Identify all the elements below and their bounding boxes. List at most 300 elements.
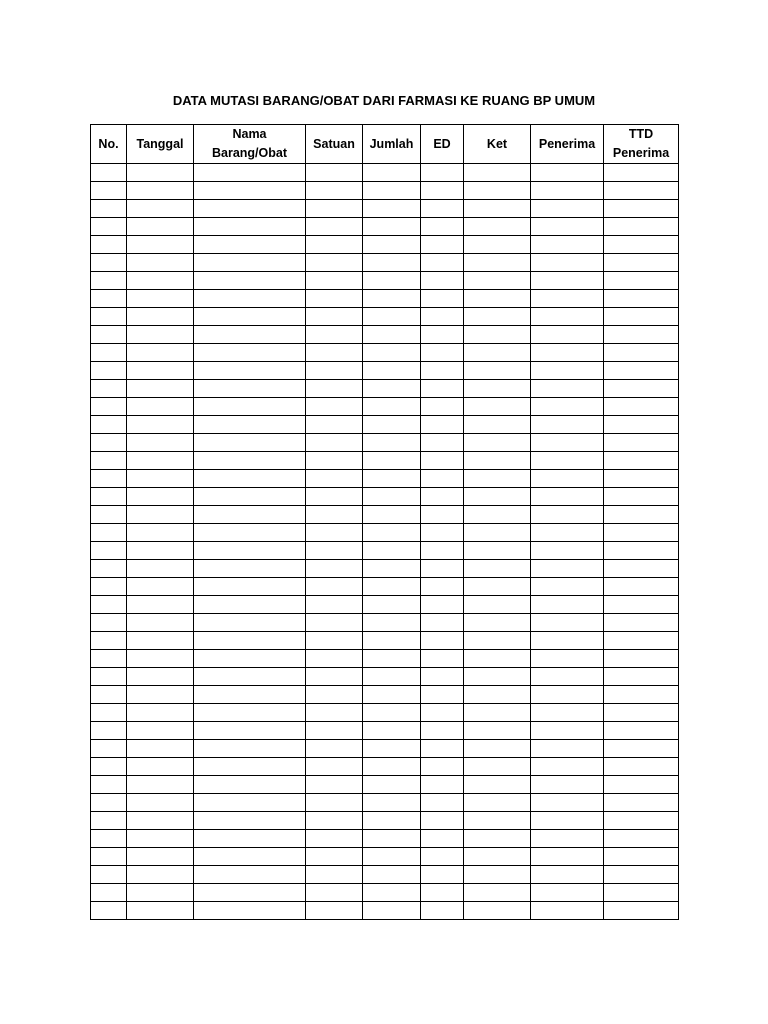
cell-satuan	[306, 398, 363, 416]
cell-no	[91, 632, 127, 650]
cell-tanggal	[127, 416, 194, 434]
cell-nama-barang-obat	[194, 380, 306, 398]
cell-nama-barang-obat	[194, 794, 306, 812]
cell-no	[91, 380, 127, 398]
table-row	[91, 254, 679, 272]
cell-jumlah	[363, 722, 421, 740]
header-no-label: No.	[98, 136, 119, 151]
table-row	[91, 524, 679, 542]
table-row	[91, 758, 679, 776]
table-row	[91, 722, 679, 740]
cell-ed	[421, 452, 464, 470]
cell-satuan	[306, 524, 363, 542]
cell-ket	[464, 560, 531, 578]
cell-nama-barang-obat	[194, 290, 306, 308]
cell-penerima	[531, 254, 604, 272]
cell-nama-barang-obat	[194, 326, 306, 344]
cell-no	[91, 704, 127, 722]
cell-nama-barang-obat	[194, 812, 306, 830]
cell-ed	[421, 254, 464, 272]
cell-jumlah	[363, 308, 421, 326]
cell-satuan	[306, 326, 363, 344]
cell-jumlah	[363, 704, 421, 722]
cell-ed	[421, 434, 464, 452]
cell-no	[91, 290, 127, 308]
cell-nama-barang-obat	[194, 632, 306, 650]
cell-ttd-penerima	[604, 272, 679, 290]
cell-tanggal	[127, 290, 194, 308]
cell-tanggal	[127, 326, 194, 344]
cell-jumlah	[363, 794, 421, 812]
table-row	[91, 578, 679, 596]
cell-ed	[421, 650, 464, 668]
cell-penerima	[531, 578, 604, 596]
cell-no	[91, 452, 127, 470]
cell-no	[91, 758, 127, 776]
cell-jumlah	[363, 398, 421, 416]
cell-penerima	[531, 200, 604, 218]
table-row	[91, 668, 679, 686]
cell-nama-barang-obat	[194, 362, 306, 380]
cell-satuan	[306, 704, 363, 722]
cell-ed	[421, 884, 464, 902]
cell-nama-barang-obat	[194, 398, 306, 416]
cell-nama-barang-obat	[194, 254, 306, 272]
cell-satuan	[306, 596, 363, 614]
cell-ttd-penerima	[604, 902, 679, 920]
table-row	[91, 434, 679, 452]
table-row	[91, 416, 679, 434]
cell-no	[91, 308, 127, 326]
cell-jumlah	[363, 416, 421, 434]
cell-jumlah	[363, 650, 421, 668]
cell-no	[91, 398, 127, 416]
cell-satuan	[306, 740, 363, 758]
cell-nama-barang-obat	[194, 344, 306, 362]
cell-no	[91, 668, 127, 686]
cell-ket	[464, 344, 531, 362]
table-row	[91, 272, 679, 290]
cell-penerima	[531, 560, 604, 578]
cell-ket	[464, 164, 531, 182]
table-row	[91, 830, 679, 848]
cell-penerima	[531, 164, 604, 182]
cell-ttd-penerima	[604, 362, 679, 380]
cell-ttd-penerima	[604, 830, 679, 848]
table-row	[91, 362, 679, 380]
table-row	[91, 326, 679, 344]
cell-nama-barang-obat	[194, 830, 306, 848]
cell-penerima	[531, 524, 604, 542]
cell-no	[91, 470, 127, 488]
cell-tanggal	[127, 380, 194, 398]
header-nama-barang-obat	[194, 125, 306, 164]
cell-penerima	[531, 452, 604, 470]
cell-jumlah	[363, 218, 421, 236]
cell-ket	[464, 524, 531, 542]
cell-satuan	[306, 866, 363, 884]
header-satuan	[306, 125, 363, 164]
header-satuan-label: Satuan	[313, 136, 355, 151]
cell-jumlah	[363, 434, 421, 452]
cell-tanggal	[127, 272, 194, 290]
cell-no	[91, 650, 127, 668]
cell-ttd-penerima	[604, 740, 679, 758]
cell-ket	[464, 326, 531, 344]
cell-no	[91, 686, 127, 704]
cell-ket	[464, 632, 531, 650]
cell-ttd-penerima	[604, 866, 679, 884]
cell-jumlah	[363, 884, 421, 902]
cell-ed	[421, 668, 464, 686]
cell-penerima	[531, 362, 604, 380]
cell-jumlah	[363, 866, 421, 884]
cell-ket	[464, 866, 531, 884]
table-row	[91, 182, 679, 200]
table-row	[91, 866, 679, 884]
cell-penerima	[531, 686, 604, 704]
cell-penerima	[531, 848, 604, 866]
cell-jumlah	[363, 182, 421, 200]
header-ed	[421, 125, 464, 164]
cell-ed	[421, 218, 464, 236]
cell-ket	[464, 272, 531, 290]
cell-satuan	[306, 722, 363, 740]
cell-ttd-penerima	[604, 344, 679, 362]
cell-penerima	[531, 884, 604, 902]
cell-ttd-penerima	[604, 434, 679, 452]
cell-jumlah	[363, 200, 421, 218]
cell-ed	[421, 326, 464, 344]
cell-ket	[464, 254, 531, 272]
cell-nama-barang-obat	[194, 740, 306, 758]
cell-tanggal	[127, 704, 194, 722]
cell-no	[91, 164, 127, 182]
table-body	[91, 164, 679, 920]
cell-penerima	[531, 542, 604, 560]
cell-satuan	[306, 560, 363, 578]
cell-nama-barang-obat	[194, 542, 306, 560]
cell-ket	[464, 452, 531, 470]
cell-ket	[464, 830, 531, 848]
cell-no	[91, 830, 127, 848]
cell-nama-barang-obat	[194, 416, 306, 434]
cell-no	[91, 506, 127, 524]
cell-nama-barang-obat	[194, 884, 306, 902]
cell-satuan	[306, 272, 363, 290]
cell-no	[91, 362, 127, 380]
cell-ket	[464, 686, 531, 704]
cell-ket	[464, 308, 531, 326]
cell-jumlah	[363, 902, 421, 920]
cell-tanggal	[127, 632, 194, 650]
cell-ttd-penerima	[604, 524, 679, 542]
cell-ttd-penerima	[604, 578, 679, 596]
cell-satuan	[306, 380, 363, 398]
cell-ed	[421, 488, 464, 506]
cell-jumlah	[363, 272, 421, 290]
cell-penerima	[531, 416, 604, 434]
cell-tanggal	[127, 236, 194, 254]
cell-jumlah	[363, 848, 421, 866]
cell-ed	[421, 686, 464, 704]
cell-tanggal	[127, 254, 194, 272]
header-row	[91, 125, 679, 164]
cell-satuan	[306, 218, 363, 236]
cell-satuan	[306, 236, 363, 254]
table-row	[91, 542, 679, 560]
cell-nama-barang-obat	[194, 236, 306, 254]
cell-nama-barang-obat	[194, 650, 306, 668]
cell-ed	[421, 506, 464, 524]
cell-ket	[464, 578, 531, 596]
cell-tanggal	[127, 794, 194, 812]
cell-ket	[464, 722, 531, 740]
cell-jumlah	[363, 326, 421, 344]
cell-satuan	[306, 182, 363, 200]
cell-satuan	[306, 506, 363, 524]
table-row	[91, 560, 679, 578]
cell-ttd-penerima	[604, 380, 679, 398]
cell-penerima	[531, 758, 604, 776]
header-nama-label-line1: Nama	[232, 127, 267, 141]
cell-ed	[421, 200, 464, 218]
cell-ket	[464, 218, 531, 236]
cell-nama-barang-obat	[194, 524, 306, 542]
cell-no	[91, 902, 127, 920]
cell-ttd-penerima	[604, 758, 679, 776]
cell-ket	[464, 200, 531, 218]
cell-jumlah	[363, 488, 421, 506]
cell-jumlah	[363, 776, 421, 794]
cell-nama-barang-obat	[194, 200, 306, 218]
cell-ttd-penerima	[604, 722, 679, 740]
cell-jumlah	[363, 542, 421, 560]
header-jumlah	[363, 125, 421, 164]
cell-jumlah	[363, 614, 421, 632]
cell-no	[91, 848, 127, 866]
cell-jumlah	[363, 164, 421, 182]
cell-penerima	[531, 506, 604, 524]
table-row	[91, 506, 679, 524]
table-row	[91, 344, 679, 362]
cell-satuan	[306, 434, 363, 452]
cell-penerima	[531, 470, 604, 488]
cell-penerima	[531, 902, 604, 920]
cell-ed	[421, 182, 464, 200]
cell-nama-barang-obat	[194, 776, 306, 794]
cell-nama-barang-obat	[194, 614, 306, 632]
cell-no	[91, 560, 127, 578]
cell-nama-barang-obat	[194, 182, 306, 200]
cell-satuan	[306, 848, 363, 866]
cell-satuan	[306, 776, 363, 794]
cell-ed	[421, 866, 464, 884]
cell-ttd-penerima	[604, 470, 679, 488]
cell-ttd-penerima	[604, 326, 679, 344]
table-row	[91, 884, 679, 902]
cell-ttd-penerima	[604, 614, 679, 632]
cell-ttd-penerima	[604, 308, 679, 326]
cell-satuan	[306, 794, 363, 812]
cell-penerima	[531, 866, 604, 884]
cell-tanggal	[127, 866, 194, 884]
cell-satuan	[306, 650, 363, 668]
cell-tanggal	[127, 470, 194, 488]
cell-ttd-penerima	[604, 236, 679, 254]
cell-ket	[464, 398, 531, 416]
cell-ed	[421, 722, 464, 740]
document-title: DATA MUTASI BARANG/OBAT DARI FARMASI KE RUANG BP UMUM	[172, 93, 596, 108]
header-ket-label: Ket	[486, 136, 508, 151]
cell-ket	[464, 416, 531, 434]
cell-nama-barang-obat	[194, 866, 306, 884]
cell-nama-barang-obat	[194, 470, 306, 488]
cell-tanggal	[127, 578, 194, 596]
cell-satuan	[306, 290, 363, 308]
cell-tanggal	[127, 344, 194, 362]
cell-nama-barang-obat	[194, 452, 306, 470]
cell-ed	[421, 632, 464, 650]
cell-ket	[464, 614, 531, 632]
cell-jumlah	[363, 596, 421, 614]
cell-no	[91, 236, 127, 254]
cell-ed	[421, 380, 464, 398]
cell-ed	[421, 524, 464, 542]
cell-ket	[464, 650, 531, 668]
cell-penerima	[531, 290, 604, 308]
table-row	[91, 470, 679, 488]
cell-ed	[421, 344, 464, 362]
header-ket	[464, 125, 531, 164]
cell-penerima	[531, 182, 604, 200]
cell-ed	[421, 362, 464, 380]
cell-tanggal	[127, 308, 194, 326]
cell-penerima	[531, 272, 604, 290]
cell-satuan	[306, 686, 363, 704]
cell-no	[91, 488, 127, 506]
cell-no	[91, 344, 127, 362]
cell-satuan	[306, 416, 363, 434]
cell-ket	[464, 470, 531, 488]
cell-satuan	[306, 164, 363, 182]
cell-jumlah	[363, 290, 421, 308]
cell-penerima	[531, 704, 604, 722]
cell-nama-barang-obat	[194, 164, 306, 182]
cell-no	[91, 794, 127, 812]
cell-tanggal	[127, 722, 194, 740]
cell-ttd-penerima	[604, 596, 679, 614]
cell-satuan	[306, 362, 363, 380]
cell-nama-barang-obat	[194, 578, 306, 596]
cell-ket	[464, 236, 531, 254]
cell-jumlah	[363, 578, 421, 596]
table-row	[91, 380, 679, 398]
header-penerima-label: Penerima	[538, 136, 596, 151]
table-row	[91, 776, 679, 794]
cell-no	[91, 614, 127, 632]
cell-tanggal	[127, 668, 194, 686]
cell-nama-barang-obat	[194, 308, 306, 326]
cell-ttd-penerima	[604, 254, 679, 272]
cell-jumlah	[363, 380, 421, 398]
cell-tanggal	[127, 902, 194, 920]
cell-no	[91, 596, 127, 614]
cell-ed	[421, 614, 464, 632]
cell-ed	[421, 794, 464, 812]
cell-no	[91, 884, 127, 902]
cell-nama-barang-obat	[194, 902, 306, 920]
cell-ket	[464, 668, 531, 686]
cell-tanggal	[127, 164, 194, 182]
cell-no	[91, 182, 127, 200]
table-row	[91, 164, 679, 182]
cell-ed	[421, 578, 464, 596]
table-row	[91, 794, 679, 812]
cell-penerima	[531, 308, 604, 326]
cell-penerima	[531, 722, 604, 740]
cell-no	[91, 218, 127, 236]
cell-ttd-penerima	[604, 506, 679, 524]
cell-no	[91, 416, 127, 434]
cell-penerima	[531, 236, 604, 254]
table-row	[91, 704, 679, 722]
cell-penerima	[531, 650, 604, 668]
cell-tanggal	[127, 830, 194, 848]
cell-penerima	[531, 830, 604, 848]
cell-ed	[421, 596, 464, 614]
cell-tanggal	[127, 560, 194, 578]
table-row	[91, 596, 679, 614]
table-row	[91, 848, 679, 866]
cell-penerima	[531, 776, 604, 794]
cell-no	[91, 740, 127, 758]
cell-penerima	[531, 812, 604, 830]
header-jumlah-label: Jumlah	[369, 136, 414, 151]
cell-tanggal	[127, 524, 194, 542]
cell-satuan	[306, 200, 363, 218]
cell-no	[91, 578, 127, 596]
cell-nama-barang-obat	[194, 848, 306, 866]
cell-no	[91, 866, 127, 884]
cell-penerima	[531, 794, 604, 812]
cell-tanggal	[127, 740, 194, 758]
cell-satuan	[306, 578, 363, 596]
cell-ket	[464, 740, 531, 758]
cell-ed	[421, 830, 464, 848]
cell-tanggal	[127, 434, 194, 452]
cell-satuan	[306, 488, 363, 506]
cell-ket	[464, 380, 531, 398]
header-tanggal	[127, 125, 194, 164]
cell-tanggal	[127, 614, 194, 632]
cell-ket	[464, 596, 531, 614]
cell-jumlah	[363, 830, 421, 848]
header-ttd-penerima	[604, 125, 679, 164]
cell-penerima	[531, 632, 604, 650]
cell-penerima	[531, 344, 604, 362]
table-row	[91, 902, 679, 920]
cell-ket	[464, 542, 531, 560]
cell-no	[91, 254, 127, 272]
cell-satuan	[306, 902, 363, 920]
cell-ket	[464, 902, 531, 920]
header-ttd-label-line2: Penerima	[612, 146, 670, 160]
cell-ttd-penerima	[604, 416, 679, 434]
table-row	[91, 812, 679, 830]
cell-tanggal	[127, 686, 194, 704]
table-row	[91, 488, 679, 506]
